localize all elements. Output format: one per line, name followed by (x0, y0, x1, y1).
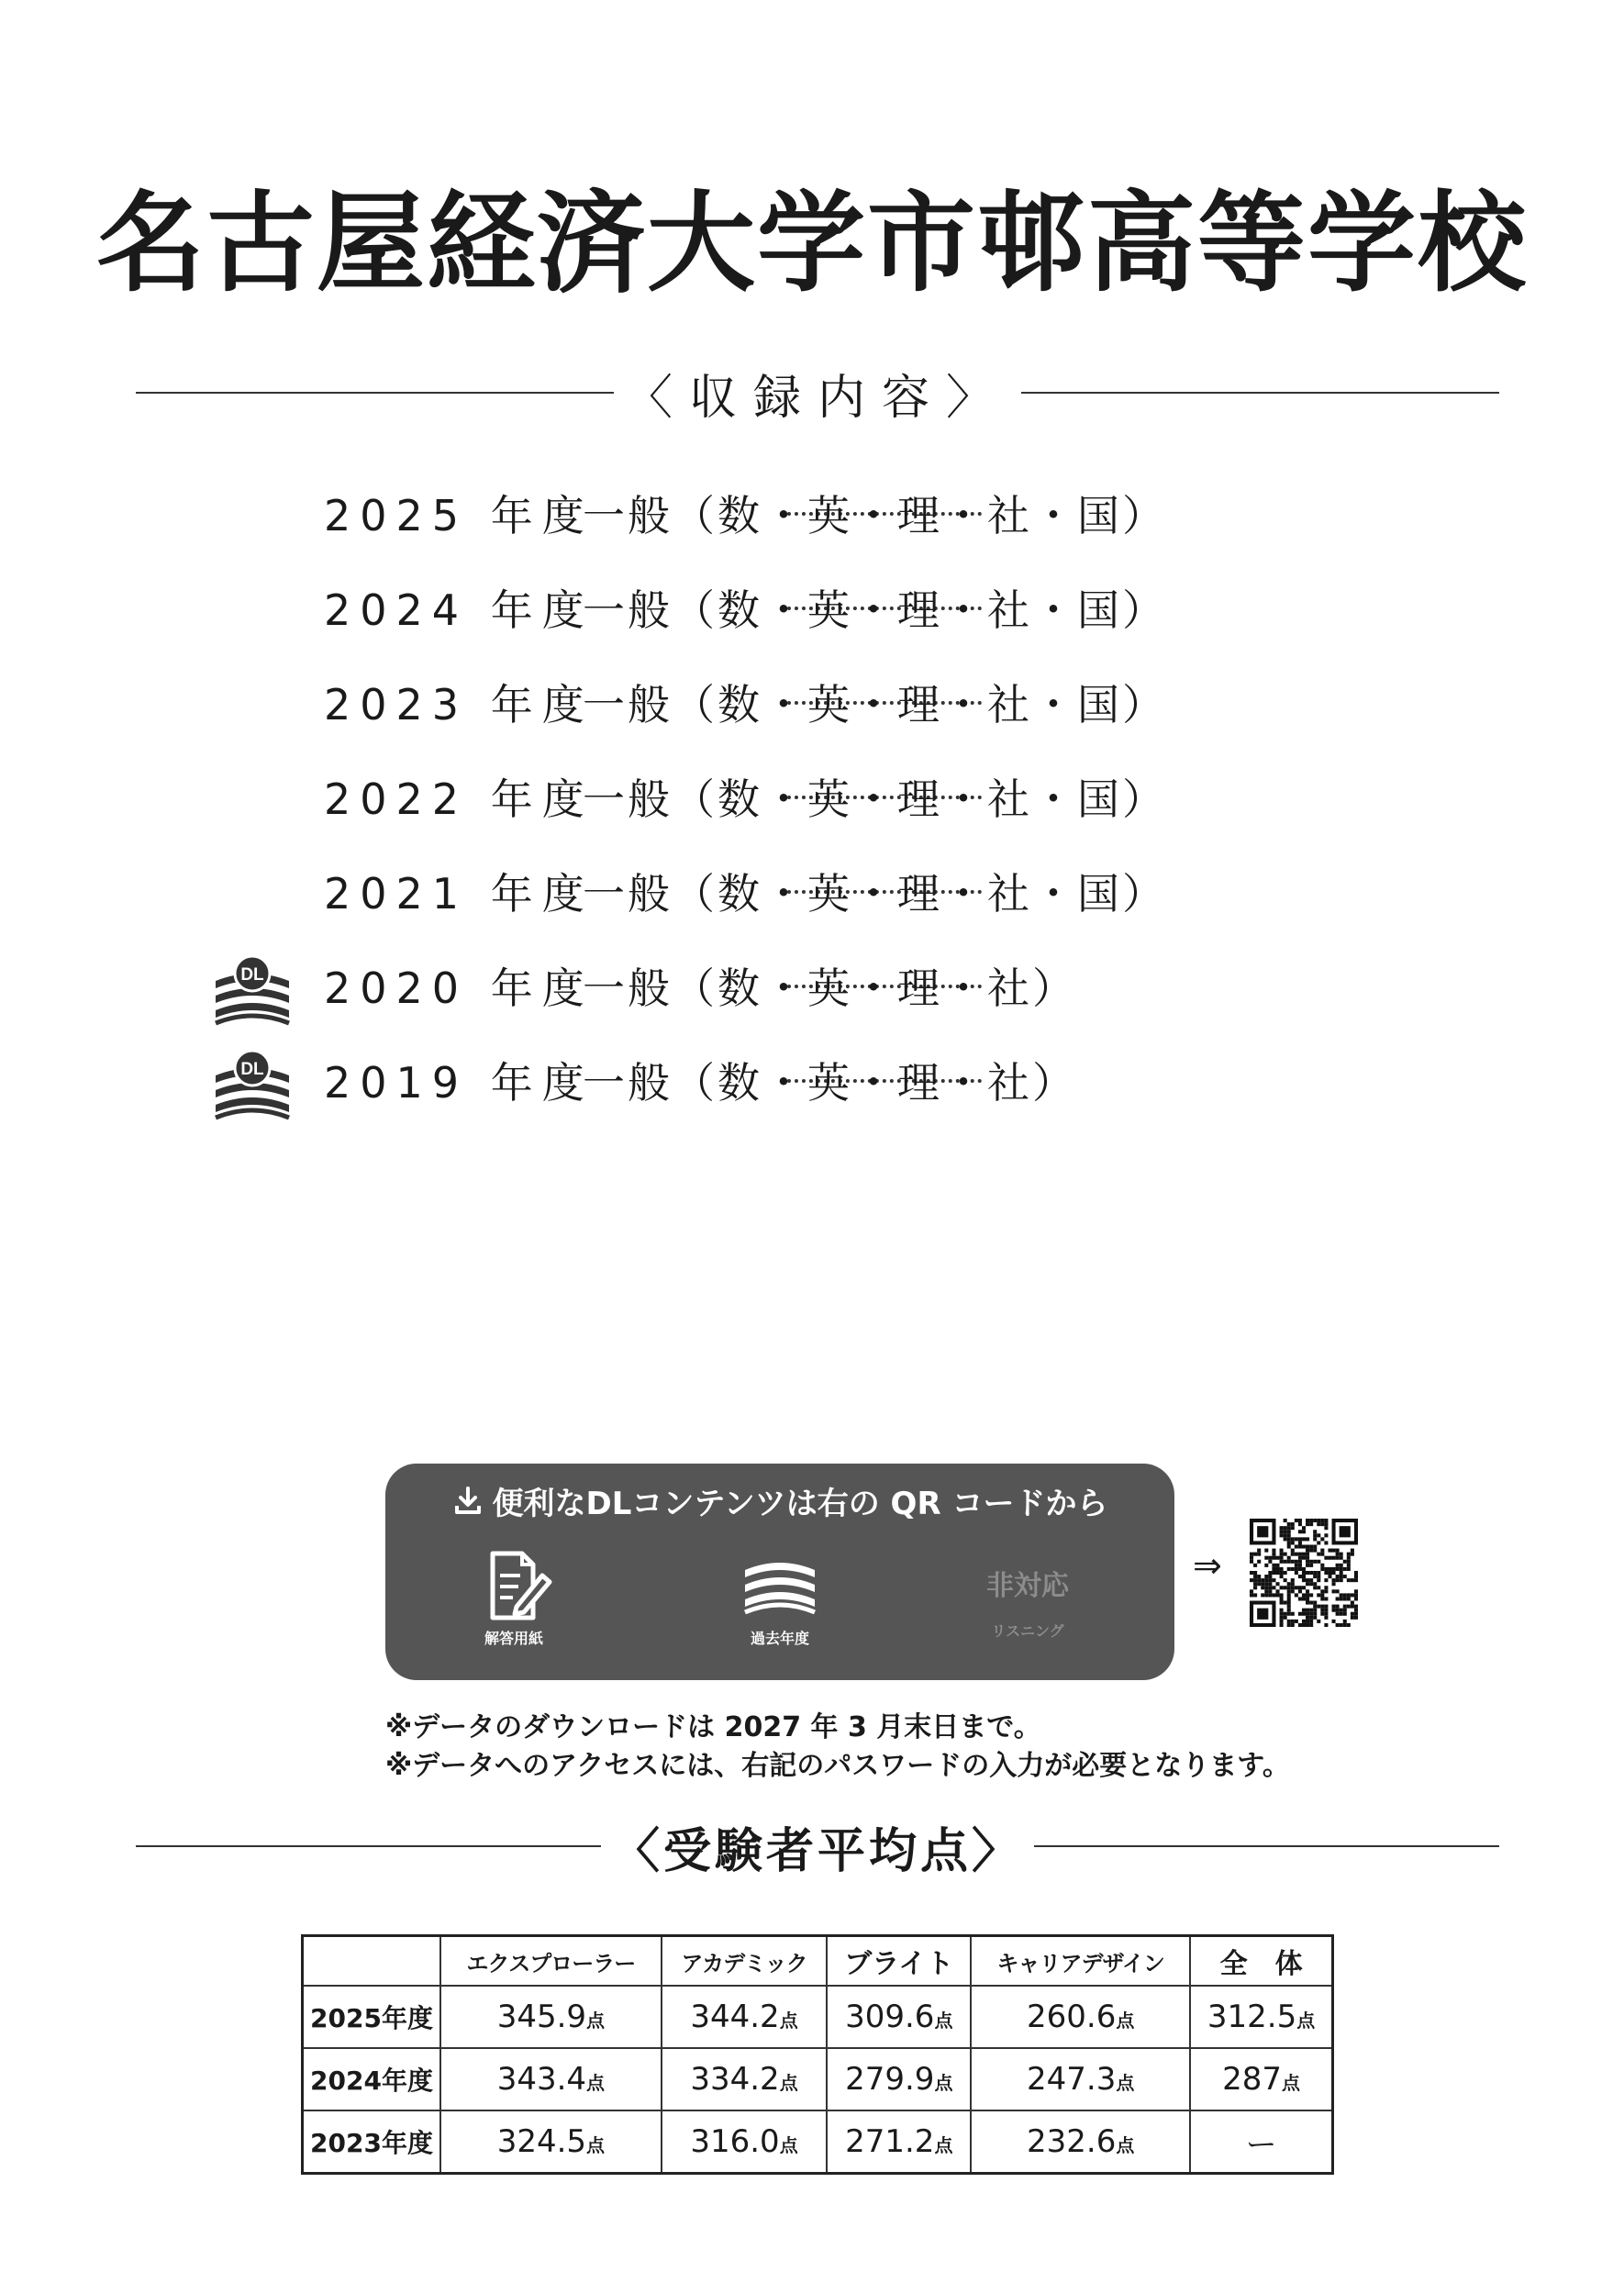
answer-sheet-caption: 解答用紙 (484, 1630, 543, 1647)
contents-exam: 一般（数・英・理・社・国） (583, 680, 1167, 729)
score-value: 287 (1222, 2061, 1283, 2098)
contents-year: 2024 年度 (324, 585, 594, 635)
table-row (303, 2048, 1333, 2110)
column-header (303, 1936, 441, 1987)
score-unit: 点 (934, 2134, 953, 2156)
page-title: 名古屋経済大学市邨高等学校 (95, 180, 1528, 306)
row-year: 2024年度 (303, 2048, 441, 2110)
arrow-icon: ⇒ (1193, 1545, 1222, 1586)
score-value: 334.2 (690, 2061, 780, 2098)
past-years-item[interactable] (706, 1548, 853, 1648)
contents-year: 2019 年度 (324, 1058, 594, 1108)
score-cell (971, 1986, 1190, 2048)
score-unit: 点 (586, 2134, 606, 2156)
score-value: 343.4 (496, 2061, 587, 2098)
contents-row (206, 941, 1399, 1035)
contents-year: 2020 年度 (324, 963, 594, 1013)
score-cell (1190, 1986, 1332, 2048)
contents-row (206, 562, 1399, 657)
divider (1021, 392, 1499, 394)
note-line: ※データのダウンロードは 2027 年 3 月末日まで。 (385, 1711, 1041, 1743)
score-unit: 点 (1282, 2072, 1301, 2094)
column-header: キャリアデザイン (971, 1936, 1190, 1987)
score-unit: 点 (1116, 2072, 1135, 2094)
column-header: 全 体 (1190, 1936, 1332, 1987)
row-year: 2025年度 (303, 1986, 441, 2048)
qr-code[interactable] (1250, 1519, 1358, 1627)
score-unit: 点 (1116, 2134, 1135, 2156)
score-value: ー (1245, 2126, 1277, 2164)
contents-year: 2023 年度 (324, 680, 594, 729)
score-value: 344.2 (690, 1999, 780, 2035)
score-unit: 点 (779, 2072, 798, 2094)
table-header-row (303, 1936, 1333, 1987)
score-value: 312.5 (1207, 1999, 1297, 2035)
download-notes (385, 1709, 1395, 1786)
score-unit: 点 (779, 2134, 798, 2156)
scores-heading-label: 〈受験者平均点〉 (612, 1823, 1024, 1879)
listening-item (954, 1548, 1101, 1641)
score-unit: 点 (934, 2010, 953, 2032)
contents-exam: 一般（数・英・理・社・国） (583, 491, 1167, 540)
score-cell (827, 2048, 971, 2110)
score-cell (662, 2048, 828, 2110)
contents-exam: 一般（数・英・理・社・国） (583, 774, 1167, 824)
score-cell (1190, 2048, 1332, 2110)
download-panel (385, 1464, 1174, 1680)
contents-year: 2022 年度 (324, 774, 594, 824)
contents-exam: 一般（数・英・理・社・国） (583, 585, 1167, 635)
score-unit: 点 (586, 2072, 606, 2094)
contents-heading-label: 〈収録内容〉 (625, 370, 1011, 426)
download-panel-heading-text: 便利なDLコンテンツは右の QR コードから (492, 1486, 1108, 1522)
contents-year: 2025 年度 (324, 491, 594, 540)
divider (136, 392, 614, 394)
score-unit: 点 (934, 2072, 953, 2094)
contents-row (206, 1035, 1399, 1130)
score-cell (827, 1986, 971, 2048)
score-value: 316.0 (690, 2123, 780, 2160)
score-cell (662, 2110, 828, 2174)
row-year: 2023年度 (303, 2110, 441, 2174)
contents-exam: 一般（数・英・理・社・国） (583, 869, 1167, 919)
contents-row (206, 846, 1399, 941)
contents-exam: 一般（数・英・理・社） (583, 963, 1077, 1013)
score-unit: 点 (586, 2010, 606, 2032)
answer-sheet-item[interactable] (440, 1548, 587, 1648)
score-cell (971, 2048, 1190, 2110)
download-book-icon (206, 1048, 298, 1130)
score-cell (440, 2110, 662, 2174)
contents-heading (136, 356, 1499, 429)
score-cell (440, 2048, 662, 2110)
score-value: 324.5 (496, 2123, 587, 2160)
listening-unsupported-badge: 非対応 (986, 1570, 1069, 1602)
book-stack-icon (736, 1548, 824, 1625)
average-scores-table (301, 1934, 1334, 2175)
table-row (303, 1986, 1333, 2048)
column-header: エクスプローラー (440, 1936, 662, 1987)
contents-year: 2021 年度 (324, 869, 594, 919)
download-panel-heading (385, 1478, 1174, 1523)
dl-badge-text: DL (240, 1060, 264, 1079)
score-unit: 点 (779, 2010, 798, 2032)
column-header: アカデミック (662, 1936, 828, 1987)
contents-row (206, 752, 1399, 846)
score-value: 279.9 (845, 2061, 935, 2098)
score-unit: 点 (1116, 2010, 1135, 2032)
download-book-icon (206, 953, 298, 1036)
past-years-caption: 過去年度 (750, 1630, 809, 1647)
score-value: 232.6 (1027, 2123, 1117, 2160)
download-icon (452, 1486, 484, 1517)
score-unit: 点 (1296, 2010, 1316, 2032)
table-row (303, 2110, 1333, 2174)
score-cell (971, 2110, 1190, 2174)
contents-list (206, 468, 1399, 1130)
score-value: 345.9 (496, 1999, 587, 2035)
divider (136, 1845, 601, 1847)
score-value: 271.2 (845, 2123, 935, 2160)
score-value: 309.6 (845, 1999, 935, 2035)
scores-heading (136, 1810, 1499, 1883)
score-cell (827, 2110, 971, 2174)
listening-caption: リスニング (991, 1622, 1064, 1640)
divider (1034, 1845, 1499, 1847)
score-value: 247.3 (1027, 2061, 1117, 2098)
column-header: ブライト (827, 1936, 971, 1987)
score-cell (662, 1986, 828, 2048)
answer-sheet-icon (473, 1548, 555, 1625)
contents-row (206, 657, 1399, 752)
score-cell (1190, 2110, 1332, 2174)
contents-row (206, 468, 1399, 562)
score-value: 260.6 (1027, 1999, 1117, 2035)
note-line: ※データへのアクセスには、右記のパスワードの入力が必要となります。 (385, 1750, 1290, 1782)
contents-exam: 一般（数・英・理・社） (583, 1058, 1077, 1108)
dl-badge-text: DL (240, 965, 264, 985)
score-cell (440, 1986, 662, 2048)
